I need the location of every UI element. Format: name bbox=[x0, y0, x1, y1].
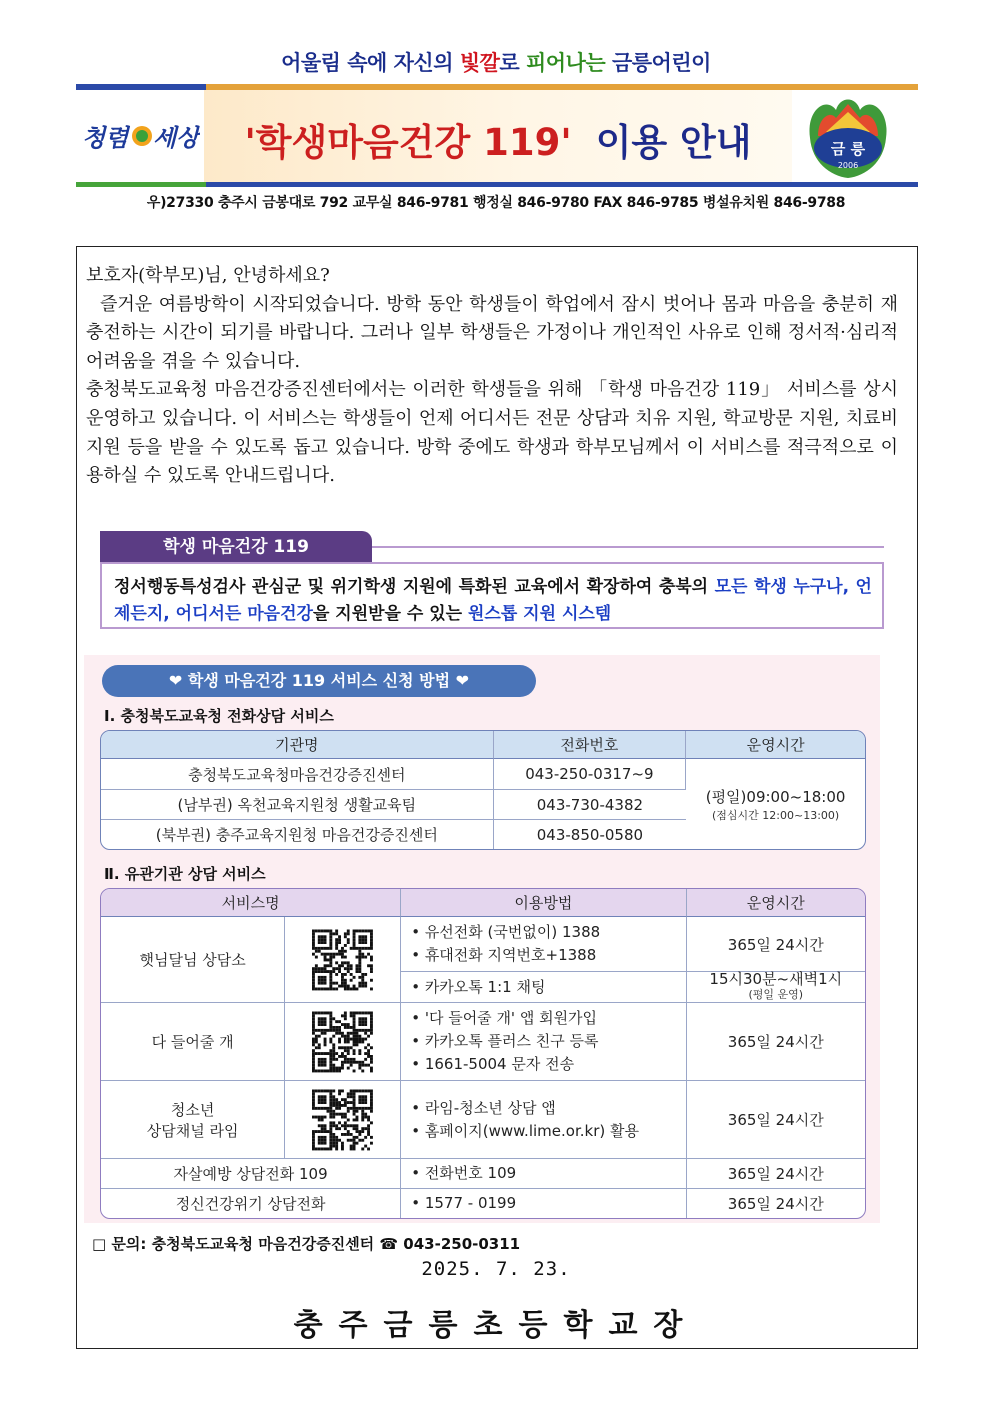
service-name: 정신건강위기 상담전화 bbox=[101, 1188, 401, 1218]
svg-text:2006: 2006 bbox=[837, 161, 859, 170]
phone-number: 043-250-0317~9 bbox=[494, 759, 687, 789]
section-heading-2: Ⅱ. 유관기관 상담 서비스 bbox=[104, 865, 266, 883]
desc-text: 정서행동특성검사 관심군 및 위기학생 지원에 특화된 교육에서 확장하여 충북의 bbox=[114, 577, 715, 597]
school-emblem bbox=[796, 92, 912, 184]
method-item: • 홈페이지(www.lime.or.kr) 활용 bbox=[411, 1121, 639, 1140]
paragraph-2: 충청북도교육청 마음건강증진센터에서는 이러한 학생들을 위해 「학생 마음건강 119」 서비스를 상시 운영하고 있습니다. 이 서비스는 학생들이 언제 어디서든 전문 상담과 치유 지원, 학교방문 지원, 치료비 지원 등을 받을 수 있도록 돕고 있습니다. 방학 중에도 학생과 학부모님께서 이 서비스를 적극적으로 이용하실 수 있도록 안내드립니다. bbox=[86, 379, 898, 487]
method-item: • 카카오톡 플러스 친구 등록 bbox=[411, 1032, 599, 1050]
tab-divider bbox=[372, 546, 884, 548]
hours: 365일 24시간 bbox=[687, 1080, 865, 1158]
partner-counseling-table bbox=[100, 888, 866, 1219]
hours: 365일 24시간 bbox=[687, 1158, 865, 1188]
integrity-logo bbox=[82, 112, 200, 160]
letter-header bbox=[76, 90, 918, 182]
qr-code-cell bbox=[285, 917, 401, 1002]
motto-part: 로 bbox=[499, 51, 526, 75]
title-sub: 이용 안내 bbox=[595, 121, 752, 164]
service-name: 다 들어줄 개 bbox=[101, 1002, 285, 1080]
desc-text: 을 지원받을 수 있는 bbox=[312, 604, 468, 624]
issue-date: 2025. 7. 23. bbox=[421, 1258, 571, 1280]
qr-code-icon[interactable] bbox=[302, 1011, 384, 1073]
hours: 15시30분~새벽1시 bbox=[709, 970, 843, 988]
org-name: (남부권) 옥천교육지원청 생활교육팀 bbox=[101, 789, 494, 819]
qr-code-icon[interactable] bbox=[302, 1089, 384, 1151]
column-header: 이용방법 bbox=[401, 889, 686, 917]
service-guide-panel bbox=[84, 655, 880, 1223]
lunch-hours: (점심시간 12:00~13:00) bbox=[711, 808, 840, 822]
qr-code-cell bbox=[285, 1002, 401, 1080]
hours: 365일 24시간 bbox=[727, 935, 824, 954]
hours-note: (평일 운영) bbox=[748, 988, 804, 1001]
qr-code-cell bbox=[285, 1080, 401, 1158]
hours-cell bbox=[687, 971, 865, 1002]
motto-part: 금릉어린이 bbox=[605, 51, 711, 75]
phone-number: 043-730-4382 bbox=[494, 789, 687, 819]
page-title bbox=[204, 112, 792, 166]
greeting: 보호자(학부모)님, 안녕하세요? bbox=[86, 265, 330, 286]
guide-title-pill: ❤ 학생 마음건강 119 서비스 신청 방법 ❤ bbox=[102, 665, 536, 697]
motto-part: 어울림 bbox=[281, 51, 341, 75]
usage-method bbox=[401, 917, 686, 971]
service-description bbox=[100, 562, 884, 629]
usage-method bbox=[401, 1002, 686, 1080]
motto-part: 피어나는 bbox=[526, 51, 606, 75]
hours: 365일 24시간 bbox=[687, 1188, 865, 1218]
column-header: 서비스명 bbox=[101, 889, 401, 917]
desc-highlight: 모든 학생 누구나, 언제든지, 어디서든 마음건강 bbox=[114, 577, 872, 624]
method-item: • '다 들어줄 개' 앱 회원가입 bbox=[411, 1009, 598, 1027]
hours-cell bbox=[686, 759, 865, 849]
method-item: • 유선전화 (국번없이) 1388 bbox=[411, 923, 601, 941]
svg-text:금 릉: 금 릉 bbox=[830, 140, 866, 158]
column-header: 운영시간 bbox=[686, 731, 865, 759]
service-name: 햇님달님 상담소 bbox=[101, 917, 285, 1002]
service-name bbox=[101, 1080, 285, 1158]
usage-method bbox=[401, 1080, 686, 1158]
method-item: • 라임-청소년 상담 앱 bbox=[411, 1098, 556, 1117]
weekday-hours: (평일)09:00~18:00 bbox=[705, 787, 846, 806]
org-name: 충청북도교육청마음건강증진센터 bbox=[101, 759, 494, 789]
motto-part: 속에 자신의 bbox=[340, 51, 460, 75]
title-main: '학생마음건강 119' bbox=[244, 121, 572, 164]
column-header: 기관명 bbox=[101, 731, 494, 759]
letter-body bbox=[86, 262, 898, 491]
section-heading-1: Ⅰ. 충청북도교육청 전화상담 서비스 bbox=[104, 707, 334, 725]
hours: 365일 24시간 bbox=[687, 1002, 865, 1080]
principal-signature: 충주금릉초등학교장 bbox=[293, 1308, 699, 1343]
school-address: 우)27330 충주시 금봉대로 792 교무실 846-9781 행정실 846-9780 FAX 846-9785 병설유치원 846-9788 bbox=[146, 195, 846, 211]
motto-part: 빛깔 bbox=[459, 51, 500, 75]
phone-number: 043-850-0580 bbox=[494, 819, 687, 849]
school-motto bbox=[0, 47, 992, 77]
method-item: • 전화번호 109 bbox=[401, 1158, 686, 1188]
inquiry-contact: □ 문의: 충청북도교육청 마음건강증진센터 ☎ 043-250-0311 bbox=[92, 1235, 521, 1253]
service-name: 자살예방 상담전화 109 bbox=[101, 1158, 401, 1188]
method-item: • 휴대전화 지역번호+1388 bbox=[411, 946, 597, 964]
column-header: 운영시간 bbox=[687, 889, 865, 917]
svg-text:세상: 세상 bbox=[153, 124, 200, 152]
org-name: (북부권) 충주교육지원청 마음건강증진센터 bbox=[101, 819, 494, 849]
svg-text:청렴: 청렴 bbox=[82, 124, 129, 152]
paragraph-1: 즐거운 여름방학이 시작되었습니다. 방학 동안 학생들이 학업에서 잠시 벗어나 몸과 마음을 충분히 재충전하는 시간이 되기를 바랍니다. 그러나 일부 학생들은 가정이나 개인적인 사유로 인해 정서적·심리적 어려움을 겪을 수 있습니다. bbox=[86, 293, 898, 372]
phone-counseling-table bbox=[100, 730, 866, 850]
header-bottom-divider bbox=[76, 182, 918, 187]
column-header: 전화번호 bbox=[494, 731, 687, 759]
qr-code-icon[interactable] bbox=[302, 929, 384, 991]
method-item: • 카카오톡 1:1 채팅 bbox=[401, 971, 686, 1002]
service-name-line: 상담채널 라임 bbox=[146, 1121, 239, 1140]
service-tab-label: 학생 마음건강 119 bbox=[100, 531, 372, 563]
method-item: • 1661-5004 문자 전송 bbox=[411, 1055, 575, 1073]
desc-highlight: 원스톱 지원 시스템 bbox=[468, 604, 612, 624]
method-item: • 1577 - 0199 bbox=[401, 1188, 686, 1218]
service-name-line: 청소년 bbox=[170, 1100, 215, 1119]
